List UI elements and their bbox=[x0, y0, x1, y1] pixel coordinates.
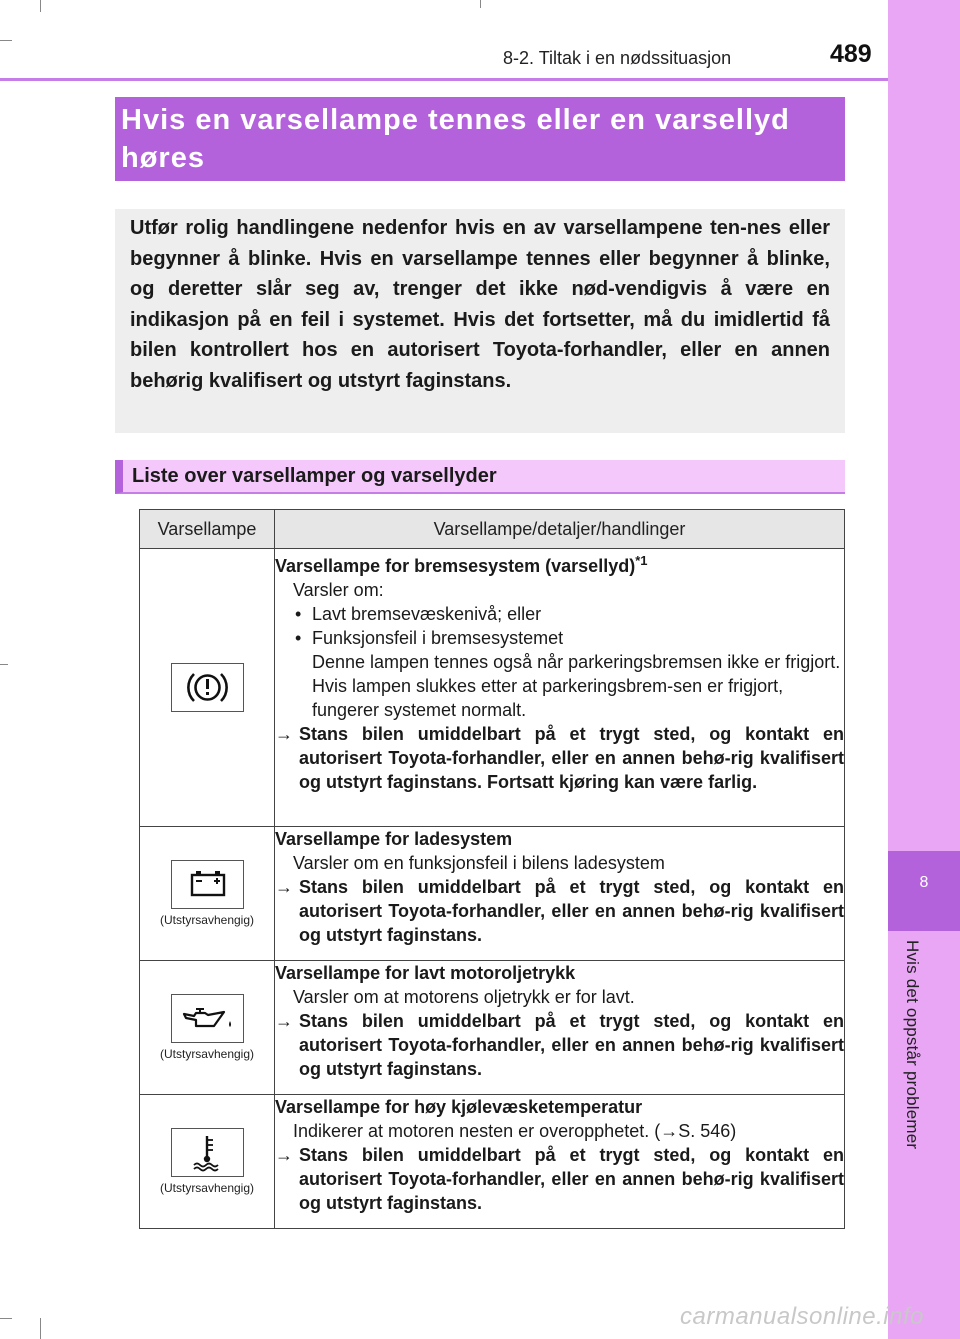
table-row bbox=[140, 549, 845, 827]
lamp-details-cell bbox=[275, 961, 845, 1095]
oil-can-icon bbox=[171, 994, 244, 1043]
crop-mark bbox=[40, 0, 41, 12]
intro-text: Utfør rolig handlingene nedenfor hvis en av varsellampene ten-nes eller begynner å blinke. Hvis en varsellampe tennes eller begynner å blinke, og deretter slår seg av, trenger det ikke nød-vendigvis å være en indikasjon på en feil i systemet. Hvis det fortsetter, må du imidlertid få bilen kontrollert hos en autorisert Toyota-forhandler, eller en annen behørig kvalifisert og utstyrt faginstans. bbox=[130, 217, 830, 392]
chapter-title: Hvis det oppstår problemer bbox=[903, 940, 922, 1150]
brake-warning-icon bbox=[171, 663, 244, 712]
list-item: • Lavt bremsevæskenivå; eller bbox=[295, 604, 542, 624]
column-header-lamp: Varsellampe bbox=[140, 510, 275, 549]
icon-note: (Utstyrsavhengig) bbox=[159, 1181, 255, 1195]
lamp-action: → Stans bilen umiddelbart på et trygt sted, og kontakt en autorisert Toyota-forhandler, eller en annen behø-rig kvalifisert og utstyrt faginstans. Fortsatt kjøring kan være farlig. bbox=[275, 724, 844, 792]
battery-icon bbox=[171, 860, 244, 909]
lamp-icon-cell bbox=[140, 961, 275, 1095]
warning-lamp-table bbox=[139, 509, 845, 1229]
title-banner bbox=[115, 97, 845, 181]
lamp-action: → Stans bilen umiddelbart på et trygt sted, og kontakt en autorisert Toyota-forhandler, eller en annen behø-rig kvalifisert og utstyrt faginstans. bbox=[275, 877, 844, 945]
lamp-lead: Varsler om at motorens oljetrykk er for lavt. bbox=[293, 987, 635, 1007]
lamp-details-cell bbox=[275, 549, 845, 827]
lamp-lead: Varsler om: bbox=[293, 580, 384, 600]
lamp-icon-cell bbox=[140, 827, 275, 961]
list-item: • Funksjonsfeil i bremsesystemet bbox=[295, 628, 564, 648]
header-divider bbox=[0, 78, 888, 81]
lamp-note: Denne lampen tennes også når parkeringsbremsen ikke er frigjort. Hvis lampen slukkes etter at parkeringsbrem-sen er frigjort, fungerer systemet normalt. bbox=[312, 652, 841, 720]
crop-mark bbox=[0, 664, 8, 665]
lamp-action: → Stans bilen umiddelbart på et trygt sted, og kontakt en autorisert Toyota-forhandler, eller en annen behø-rig kvalifisert og utstyrt faginstans. bbox=[275, 1011, 844, 1079]
watermark: carmanualsonline.info bbox=[680, 1303, 924, 1330]
crop-mark bbox=[480, 0, 481, 8]
crop-mark bbox=[40, 1318, 41, 1339]
page-number: 489 bbox=[830, 40, 872, 68]
lamp-title: Varsellampe for bremsesystem (varsellyd)$^{*1}$ bbox=[275, 553, 648, 576]
arrow-icon: → bbox=[660, 1121, 679, 1141]
section-label: 8-2. Tiltak i en nødssituasjon bbox=[503, 48, 732, 68]
arrow-icon: → bbox=[275, 1145, 293, 1165]
lamp-details-cell bbox=[275, 1095, 845, 1229]
sub-header-text: Liste over varsellamper og varsellyder bbox=[132, 465, 497, 487]
table-row bbox=[140, 1095, 845, 1229]
sub-header bbox=[115, 460, 845, 494]
lamp-icon-cell bbox=[140, 549, 275, 827]
column-header-details: Varsellampe/detaljer/handlinger bbox=[275, 510, 845, 549]
footnote-marker: *1 bbox=[635, 553, 648, 568]
arrow-icon: → bbox=[275, 724, 293, 744]
lamp-lead: Indikerer at motoren nesten er overopphetet. (→S. 546) bbox=[293, 1121, 737, 1141]
table-row bbox=[140, 961, 845, 1095]
intro-box bbox=[115, 209, 845, 433]
lamp-lead: Varsler om en funksjonsfeil i bilens ladesystem bbox=[293, 853, 665, 873]
arrow-icon: → bbox=[275, 877, 293, 897]
lamp-title: Varsellampe for lavt motoroljetrykk bbox=[275, 963, 576, 983]
chapter-number: 8 bbox=[919, 874, 929, 891]
table-header-row bbox=[140, 510, 845, 549]
table-row bbox=[140, 827, 845, 961]
lamp-title: Varsellampe for ladesystem bbox=[275, 829, 513, 849]
coolant-temperature-icon bbox=[171, 1128, 244, 1177]
lamp-icon-cell bbox=[140, 1095, 275, 1229]
lamp-title: Varsellampe for høy kjølevæsketemperatur bbox=[275, 1097, 643, 1117]
lamp-details-cell bbox=[275, 827, 845, 961]
crop-mark bbox=[0, 1318, 12, 1319]
page-title: Hvis en varsellampe tennes eller en varsellyd høres bbox=[121, 104, 790, 174]
crop-mark bbox=[0, 40, 12, 41]
chapter-number-tab bbox=[888, 851, 960, 931]
icon-note: (Utstyrsavhengig) bbox=[159, 913, 255, 927]
icon-note: (Utstyrsavhengig) bbox=[159, 1047, 255, 1061]
lamp-action: → Stans bilen umiddelbart på et trygt sted, og kontakt en autorisert Toyota-forhandler, eller en annen behø-rig kvalifisert og utstyrt faginstans. bbox=[275, 1145, 844, 1213]
page-reference-link[interactable]: S. 546) bbox=[678, 1121, 737, 1141]
arrow-icon: → bbox=[275, 1011, 293, 1031]
